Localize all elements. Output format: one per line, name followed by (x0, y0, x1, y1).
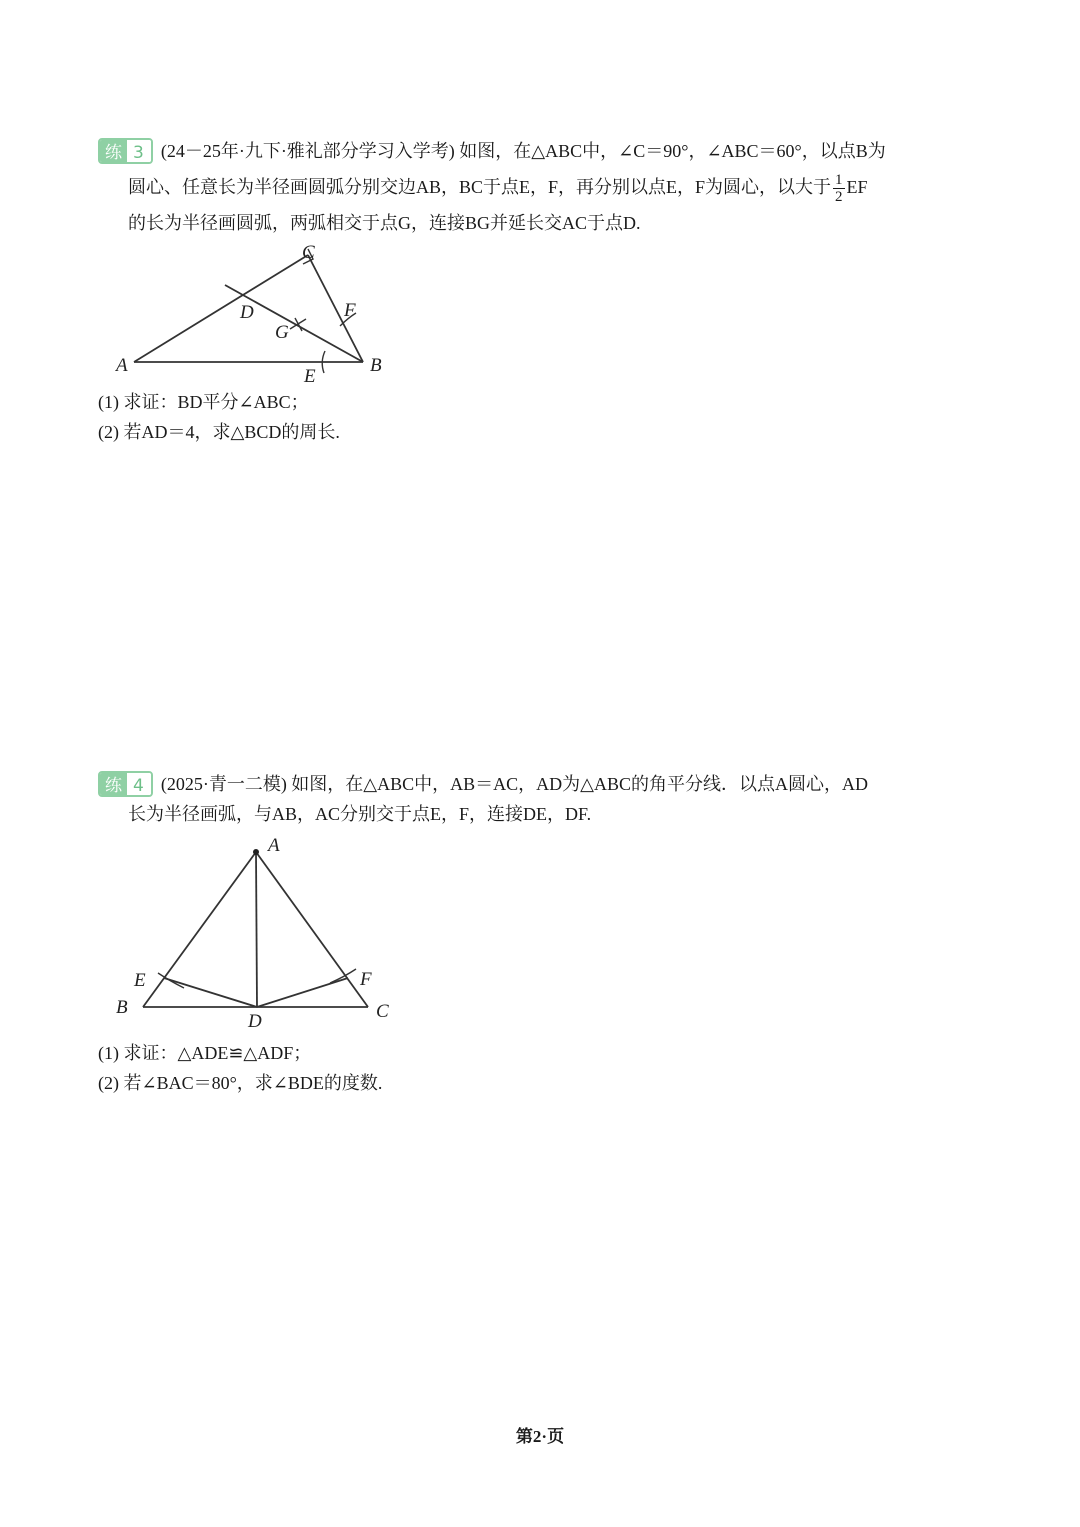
problem-3-text-3: 的长为半径画圆弧，两弧相交于点G，连接BG并延长交AC于点D. (128, 213, 641, 234)
problem-3-question-1: (1) 求证：BD平分∠ABC； (98, 392, 309, 412)
segment-ad (256, 852, 257, 1007)
label-d: D (240, 302, 254, 323)
page-number: 第2·页 (515, 1427, 565, 1446)
label-f: F (344, 300, 356, 321)
label-a: A (116, 355, 128, 376)
badge-char: 练 (100, 773, 127, 797)
label-c: C (376, 1001, 389, 1022)
problem-3-text-2-end: EF (846, 177, 868, 197)
side-ac (134, 255, 308, 362)
segment-de (164, 978, 257, 1007)
label-c: C (302, 242, 315, 263)
label-e: E (134, 970, 146, 991)
problem-4-text-1: (2025·青一二模) 如图，在△ABC中，AB＝AC，AD为△ABC的角平分线．以点A圆心，AD (160, 774, 869, 794)
problem-4-question-2: (2) 若∠BAC＝80°，求∠BDE的度数. (98, 1073, 383, 1093)
badge-number: 4 (127, 773, 151, 797)
figure-triangle-3 (100, 238, 400, 388)
exercise-badge-4 (98, 771, 153, 797)
label-d: D (248, 1011, 262, 1032)
problem-3-text-1: (24－25年·九下·雅礼部分学习入学考) 如图，在△ABC中，∠C＝90°，∠ABC＝60°，以点B为 (160, 141, 886, 161)
problem-3-question-2: (2) 若AD＝4，求△BCD的周长. (98, 422, 340, 442)
point-a (253, 849, 259, 855)
problem-4-question-1: (1) 求证：△ADE≌△ADF； (98, 1043, 312, 1063)
side-ac (256, 852, 368, 1007)
badge-char: 练 (100, 140, 127, 164)
fraction-denominator: 2 (835, 189, 843, 206)
label-f: F (360, 969, 372, 990)
problem-3-line-3 (98, 205, 978, 241)
side-ab (143, 852, 256, 1007)
problem-3-line-1 (98, 133, 978, 169)
fraction-numerator: 1 (835, 172, 843, 189)
label-g: G (275, 322, 289, 343)
exercise-badge-3 (98, 138, 153, 164)
label-b: B (370, 355, 382, 376)
problem-4-line-2 (98, 796, 978, 832)
segment-df (257, 978, 348, 1007)
label-b: B (116, 997, 128, 1018)
problem-3-line-2 (98, 169, 978, 205)
problem-3-text-2: 圆心、任意长为半径画圆弧分别交边AB，BC于点E，F，再分别以点E，F为圆心，以大于 (128, 177, 832, 197)
problem-4 (98, 766, 978, 832)
label-a: A (268, 835, 280, 856)
figure-triangle-4 (100, 833, 410, 1033)
fraction-one-half (833, 172, 845, 205)
problem-3 (98, 133, 978, 241)
problem-4-text-2: 长为半径画弧，与AB，AC分别交于点E，F，连接DE，DF. (128, 804, 592, 824)
label-e: E (304, 366, 316, 387)
badge-number: 3 (127, 140, 151, 164)
